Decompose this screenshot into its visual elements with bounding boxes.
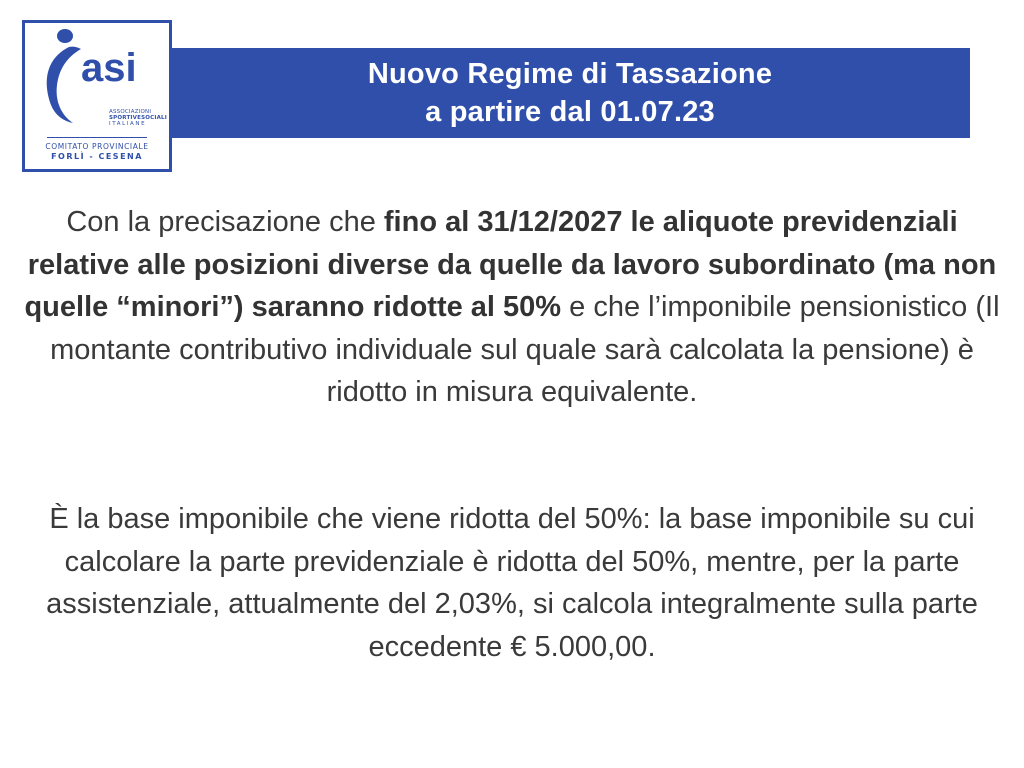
paragraph1-text-b: e che l’imponibile pensionistico (Il montante contributivo individuale sul quale sarà calcolata la pensione) è ridotto in misura equivalente. (50, 291, 1000, 408)
title-banner (170, 48, 970, 138)
asi-logo (22, 20, 172, 172)
paragraph1-text-a: Con la precisazione che (66, 206, 384, 238)
paragraph-reduction-note (20, 201, 1004, 414)
logo-assoc-line3: ITALIANE (109, 121, 147, 127)
logo-assoc-line1: ASSOCIAZIONI (109, 109, 152, 115)
title-line-2: a partire dal 01.07.23 (425, 96, 715, 128)
paragraph-taxable-base: È la base imponibile che viene ridotta del 50%: la base imponibile su cui calcolare la parte previdenziale è ridotta del 50%, mentre, per la parte assistenziale, attualmente del 2,03%, si calcola integralmente sulla parte eccedente € 5.000,00. (46, 503, 978, 663)
title-line-1: Nuovo Regime di Tassazione (367, 58, 773, 90)
logo-assoc-line2: SPORTIVESOCIALI (109, 115, 167, 121)
logo-committee-line1: COMITATO PROVINCIALE (45, 142, 149, 151)
paragraph1-bold: fino al 31/12/2027 le aliquote previdenziali relative alle posizioni diverse da quelle da lavoro subordinato (ma non quelle “minori”) saranno ridotte al 50% (24, 206, 997, 323)
logo-committee-line2: FORLÌ - CESENA (51, 152, 143, 161)
svg-text:asi: asi (81, 46, 137, 90)
logo-divider (47, 137, 147, 138)
